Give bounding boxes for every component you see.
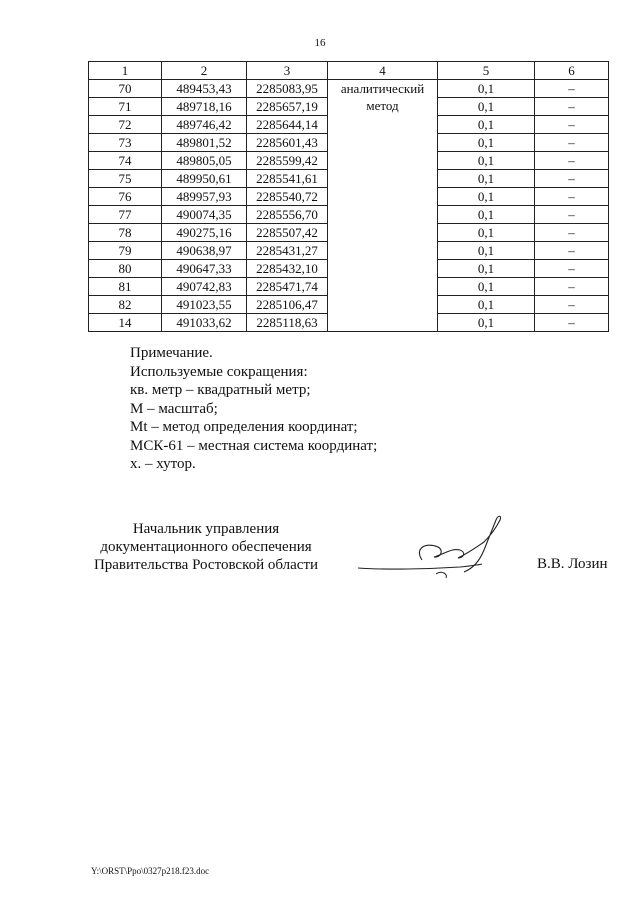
- note-cell: –: [535, 98, 609, 116]
- note-cell: –: [535, 296, 609, 314]
- x-coordinate-cell: 490074,35: [162, 206, 247, 224]
- table-header-cell: 5: [438, 62, 535, 80]
- point-number-cell: 78: [89, 224, 162, 242]
- table-row: [89, 80, 609, 98]
- x-coordinate-cell: 489950,61: [162, 170, 247, 188]
- page-number: 16: [314, 37, 326, 49]
- x-coordinate-cell: 489805,05: [162, 152, 247, 170]
- method-text-line: аналитический: [340, 81, 425, 96]
- y-coordinate-cell: 2285083,95: [247, 80, 328, 98]
- point-number-cell: 71: [89, 98, 162, 116]
- note-cell: –: [535, 224, 609, 242]
- accuracy-cell: 0,1: [438, 242, 535, 260]
- point-number-cell: 75: [89, 170, 162, 188]
- note-cell: –: [535, 260, 609, 278]
- accuracy-cell: 0,1: [438, 152, 535, 170]
- y-coordinate-cell: 2285657,19: [247, 98, 328, 116]
- coordinates-table-body: [89, 62, 609, 332]
- point-number-cell: 81: [89, 278, 162, 296]
- file-path: Y:\ORST\Ppo\0327p218.f23.doc: [91, 866, 210, 876]
- table-header-row: [89, 62, 609, 80]
- note-line: Мt – метод определения координат;: [130, 419, 358, 435]
- coordinates-table: [88, 61, 609, 332]
- note-heading: Примечание.: [130, 345, 213, 361]
- x-coordinate-cell: 489453,43: [162, 80, 247, 98]
- accuracy-cell: 0,1: [438, 260, 535, 278]
- x-coordinate-cell: 490638,97: [162, 242, 247, 260]
- note-cell: –: [535, 242, 609, 260]
- x-coordinate-cell: 490742,83: [162, 278, 247, 296]
- x-coordinate-cell: 490275,16: [162, 224, 247, 242]
- note-cell: –: [535, 152, 609, 170]
- signer-name: В.В. Лозин: [537, 556, 608, 572]
- y-coordinate-cell: 2285541,61: [247, 170, 328, 188]
- point-number-cell: 76: [89, 188, 162, 206]
- handwritten-signature: [352, 512, 512, 580]
- point-number-cell: 79: [89, 242, 162, 260]
- note-line: кв. метр – квадратный метр;: [130, 382, 311, 398]
- note-cell: –: [535, 134, 609, 152]
- y-coordinate-cell: 2285118,63: [247, 314, 328, 332]
- x-coordinate-cell: 490647,33: [162, 260, 247, 278]
- note-cell: –: [535, 80, 609, 98]
- y-coordinate-cell: 2285431,27: [247, 242, 328, 260]
- point-number-cell: 80: [89, 260, 162, 278]
- x-coordinate-cell: 489718,16: [162, 98, 247, 116]
- y-coordinate-cell: 2285471,74: [247, 278, 328, 296]
- point-number-cell: 72: [89, 116, 162, 134]
- y-coordinate-cell: 2285601,43: [247, 134, 328, 152]
- note-cell: –: [535, 116, 609, 134]
- note-line: Используемые сокращения:: [130, 363, 308, 380]
- y-coordinate-cell: 2285432,10: [247, 260, 328, 278]
- y-coordinate-cell: 2285540,72: [247, 188, 328, 206]
- table-header-cell: 4: [328, 62, 438, 80]
- signer-position-line: Правительства Ростовской области: [93, 557, 319, 573]
- point-number-cell: 70: [89, 80, 162, 98]
- accuracy-cell: 0,1: [438, 278, 535, 296]
- accuracy-cell: 0,1: [438, 98, 535, 116]
- method-text-line: метод: [366, 98, 399, 113]
- point-number-cell: 73: [89, 134, 162, 152]
- accuracy-cell: 0,1: [438, 296, 535, 314]
- accuracy-cell: 0,1: [438, 170, 535, 188]
- note-cell: –: [535, 278, 609, 296]
- x-coordinate-cell: 489746,42: [162, 116, 247, 134]
- y-coordinate-cell: 2285644,14: [247, 116, 328, 134]
- accuracy-cell: 0,1: [438, 188, 535, 206]
- note-block: [130, 344, 377, 474]
- table-header-cell: 6: [535, 62, 609, 80]
- accuracy-cell: 0,1: [438, 80, 535, 98]
- note-cell: –: [535, 206, 609, 224]
- accuracy-cell: 0,1: [438, 134, 535, 152]
- accuracy-cell: 0,1: [438, 206, 535, 224]
- x-coordinate-cell: 489801,52: [162, 134, 247, 152]
- y-coordinate-cell: 2285106,47: [247, 296, 328, 314]
- point-number-cell: 77: [89, 206, 162, 224]
- accuracy-cell: 0,1: [438, 314, 535, 332]
- note-line: МСК-61 – местная система координат;: [130, 437, 378, 454]
- note-cell: –: [535, 170, 609, 188]
- x-coordinate-cell: 491023,55: [162, 296, 247, 314]
- method-cell: [328, 80, 438, 332]
- y-coordinate-cell: 2285599,42: [247, 152, 328, 170]
- note-cell: –: [535, 314, 609, 332]
- point-number-cell: 14: [89, 314, 162, 332]
- y-coordinate-cell: 2285556,70: [247, 206, 328, 224]
- table-header-cell: 1: [89, 62, 162, 80]
- y-coordinate-cell: 2285507,42: [247, 224, 328, 242]
- note-line: М – масштаб;: [130, 400, 218, 417]
- accuracy-cell: 0,1: [438, 116, 535, 134]
- signer-position: [89, 520, 323, 574]
- point-number-cell: 74: [89, 152, 162, 170]
- signer-position-line: документационного обеспечения: [100, 539, 312, 555]
- table-header-cell: 3: [247, 62, 328, 80]
- x-coordinate-cell: 489957,93: [162, 188, 247, 206]
- table-header-cell: 2: [162, 62, 247, 80]
- note-cell: –: [535, 188, 609, 206]
- signer-position-line: Начальник управления: [132, 521, 280, 537]
- point-number-cell: 82: [89, 296, 162, 314]
- accuracy-cell: 0,1: [438, 224, 535, 242]
- note-line: х. – хутор.: [130, 456, 196, 472]
- x-coordinate-cell: 491033,62: [162, 314, 247, 332]
